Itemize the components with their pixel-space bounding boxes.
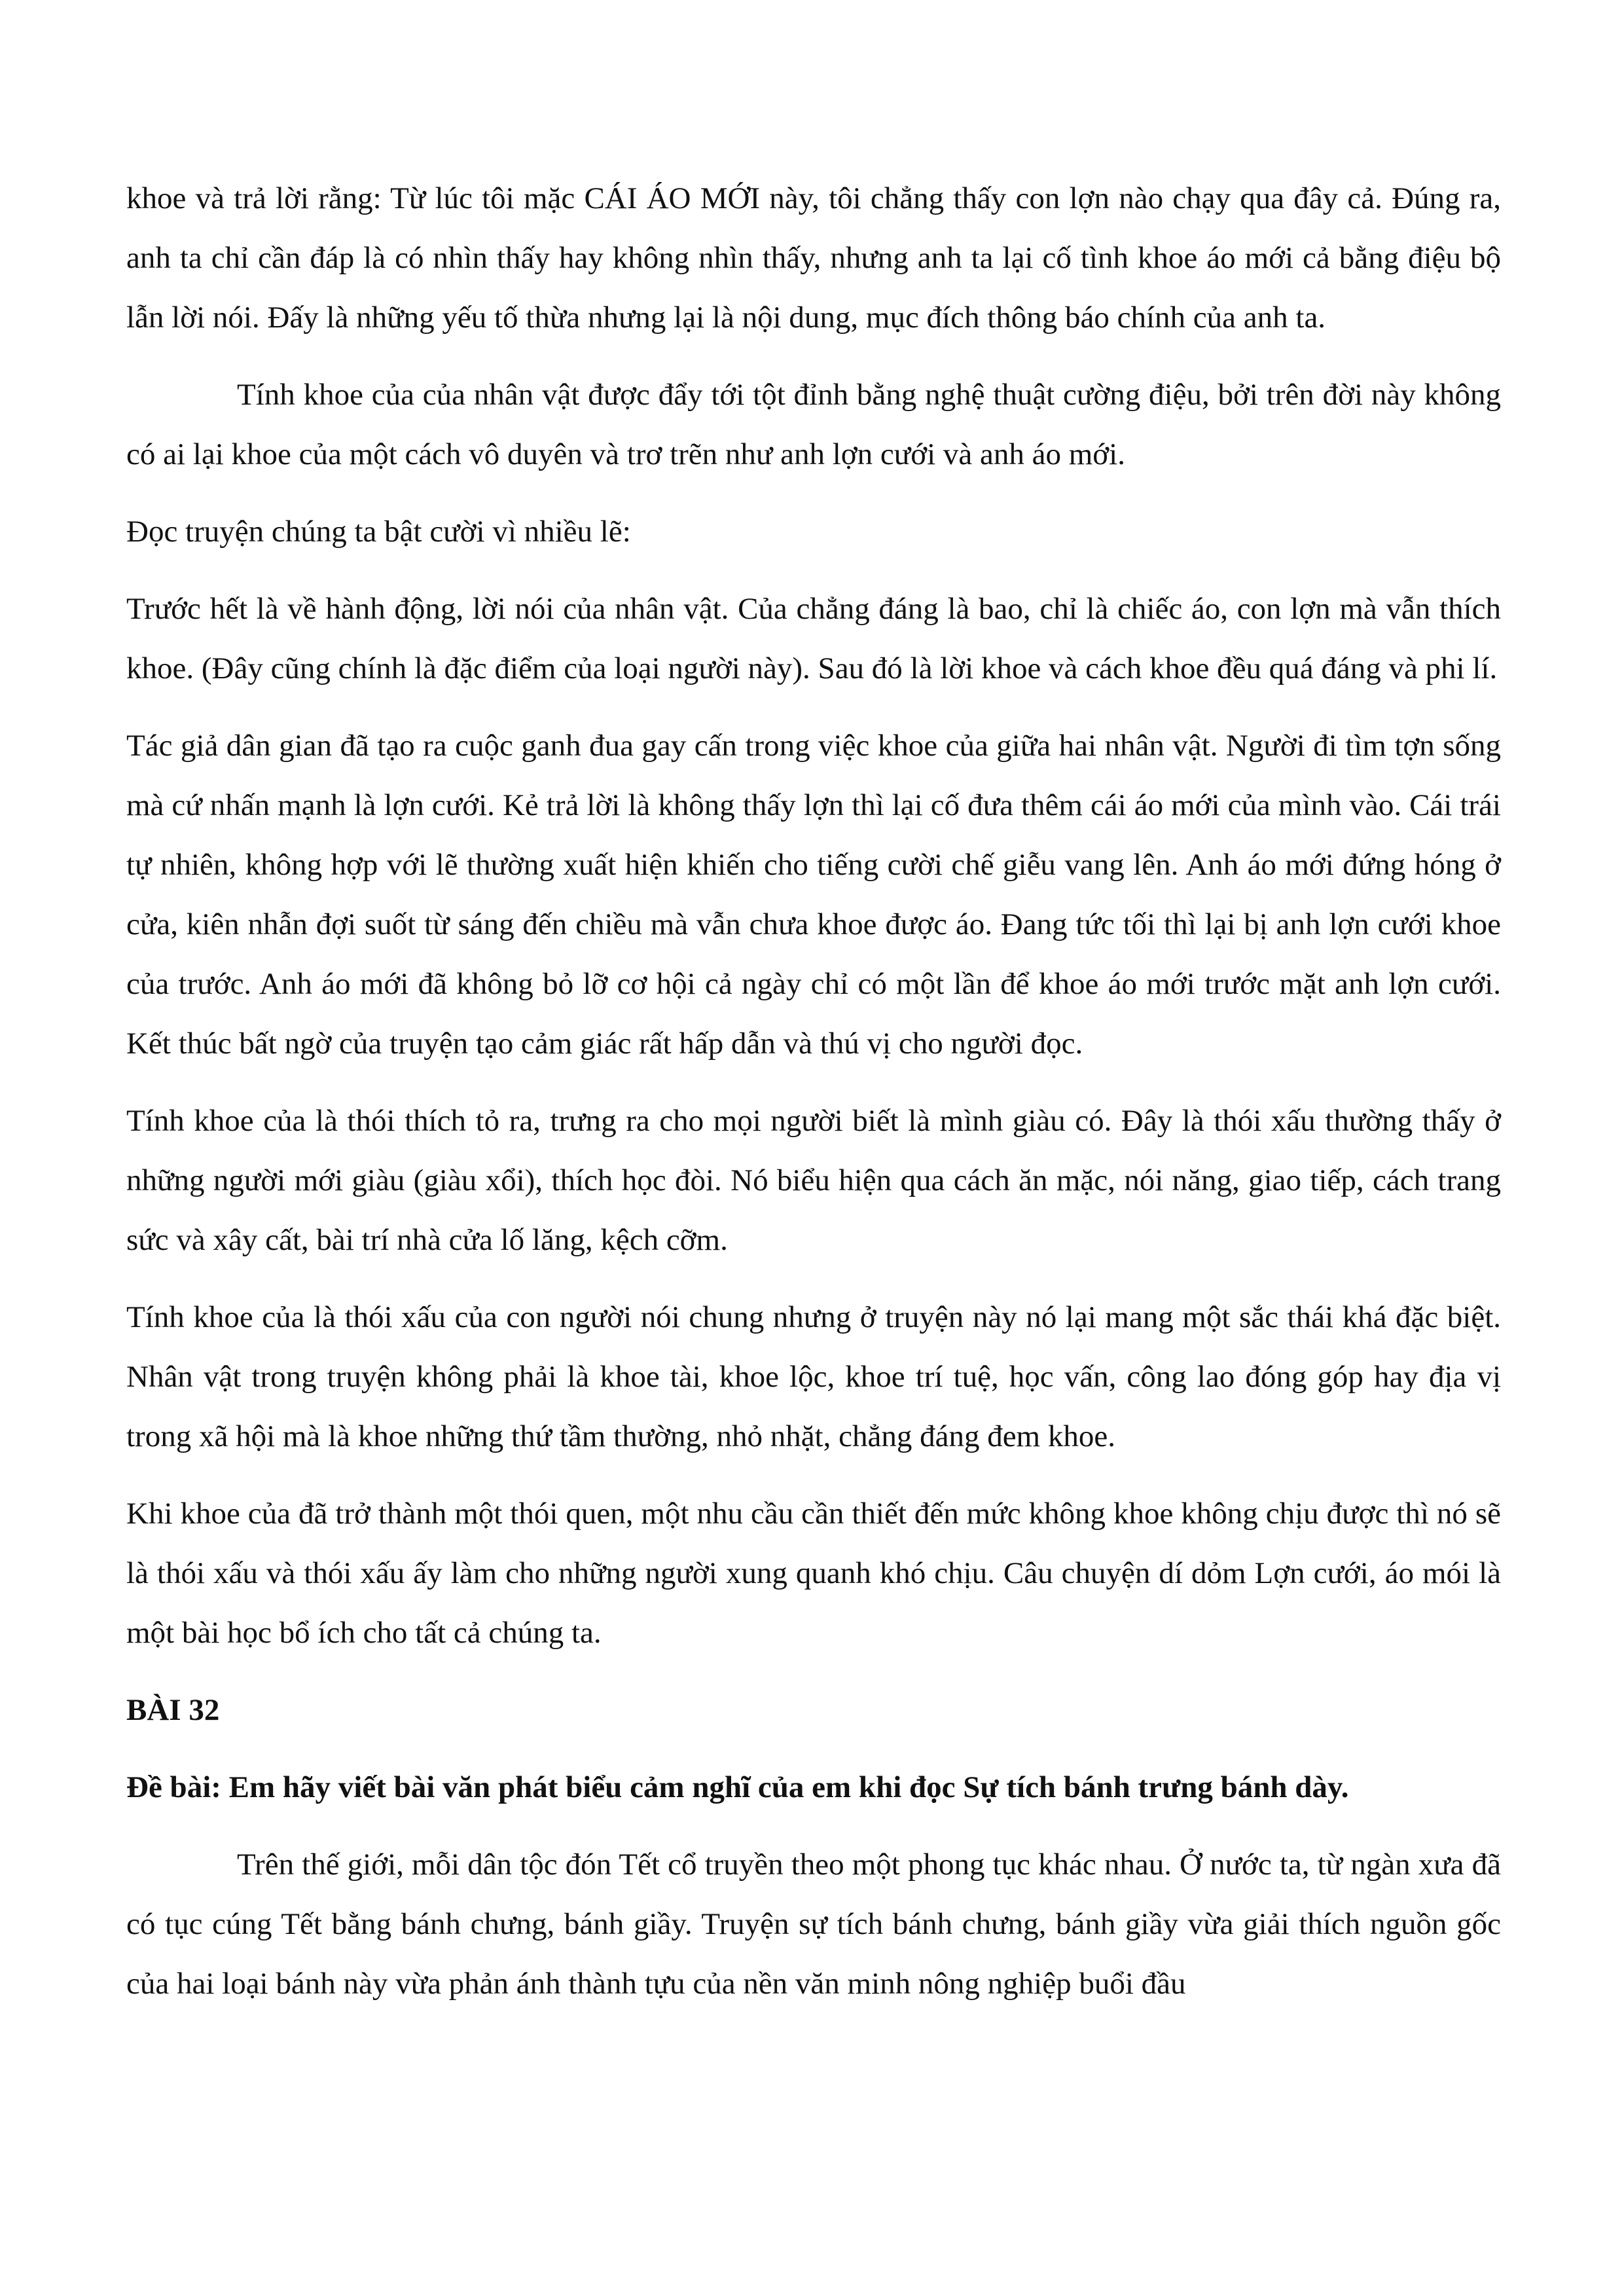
paragraph-1: khoe và trả lời rằng: Từ lúc tôi mặc CÁI ÁO MỚI này, tôi chẳng thấy con lợn nào chạy qua đây cả. Đúng ra, anh ta chỉ cần đáp là có nhìn thấy hay không nhìn thấy, nhưng anh ta lại cố tình khoe áo mới cả bằng điệu bộ lẫn lời nói. Đấy là những yếu tố thừa nhưng lại là nội dung, mục đích thông báo chính của anh ta. [126, 181, 1501, 335]
paragraph-2: Tính khoe của của nhân vật được đẩy tới tột đỉnh bằng nghệ thuật cường điệu, bởi trên đời này không có ai lại khoe của một cách vô duyên và trơ trẽn như anh lợn cưới và anh áo mới. [126, 378, 1501, 471]
lesson-heading: BÀI 32 [126, 1693, 220, 1727]
essay-prompt: Đề bài: Em hãy viết bài văn phát biểu cảm nghĩ của em khi đọc Sự tích bánh trưng bánh dày. [126, 1770, 1349, 1804]
paragraph-7: Tính khoe của là thói xấu của con người nói chung nhưng ở truyện này nó lại mang một sắc thái khá đặc biệt. Nhân vật trong truyện không phải là khoe tài, khoe lộc, khoe trí tuệ, học vấn, công lao đóng góp hay địa vị trong xã hội mà là khoe những thứ tầm thường, nhỏ nhặt, chẳng đáng đem khoe. [126, 1300, 1501, 1453]
paragraph-6: Tính khoe của là thói thích tỏ ra, trưng ra cho mọi người biết là mình giàu có. Đây là thói xấu thường thấy ở những người mới giàu (giàu xổi), thích học đòi. Nó biểu hiện qua cách ăn mặc, nói năng, giao tiếp, cách trang sức và xây cất, bài trí nhà cửa lố lăng, kệch cỡm. [126, 1104, 1501, 1257]
paragraph-5: Tác giả dân gian đã tạo ra cuộc ganh đua gay cấn trong việc khoe của giữa hai nhân vật. Người đi tìm tợn sống mà cứ nhấn mạnh là lợn cưới. Kẻ trả lời là không thấy lợn thì lại cố đưa thêm cái áo mới của mình vào. Cái trái tự nhiên, không hợp với lẽ thường xuất hiện khiến cho tiếng cười chế giễu vang lên. Anh áo mới đứng hóng ở cửa, kiên nhẫn đợi suốt từ sáng đến chiều mà vẫn chưa khoe được áo. Đang tức tối thì lại bị anh lợn cưới khoe của trước. Anh áo mới đã không bỏ lỡ cơ hội cả ngày chỉ có một lần để khoe áo mới trước mặt anh lợn cưới. Kết thúc bất ngờ của truyện tạo cảm giác rất hấp dẫn và thú vị cho người đọc. [126, 729, 1501, 1061]
paragraph-9: Trên thế giới, mỗi dân tộc đón Tết cổ truyền theo một phong tục khác nhau. Ở nước ta, từ ngàn xưa đã có tục cúng Tết bằng bánh chưng, bánh giầy. Truyện sự tích bánh chưng, bánh giầy vừa giải thích nguồn gốc của hai loại bánh này vừa phản ánh thành tựu của nền văn minh nông nghiệp buổi đầu [126, 1848, 1501, 2001]
paragraph-3: Đọc truyện chúng ta bật cười vì nhiều lẽ: [126, 515, 631, 549]
document-page [126, 169, 1501, 2032]
paragraph-4: Trước hết là về hành động, lời nói của nhân vật. Của chẳng đáng là bao, chỉ là chiếc áo, con lợn mà vẫn thích khoe. (Đây cũng chính là đặc điểm của loại người này). Sau đó là lời khoe và cách khoe đều quá đáng và phi lí. [126, 592, 1501, 685]
paragraph-8: Khi khoe của đã trở thành một thói quen, một nhu cầu cần thiết đến mức không khoe không chịu được thì nó sẽ là thói xấu và thói xấu ấy làm cho những người xung quanh khó chịu. Câu chuyện dí dỏm Lợn cưới, áo mói là một bài học bổ ích cho tất cả chúng ta. [126, 1497, 1501, 1650]
